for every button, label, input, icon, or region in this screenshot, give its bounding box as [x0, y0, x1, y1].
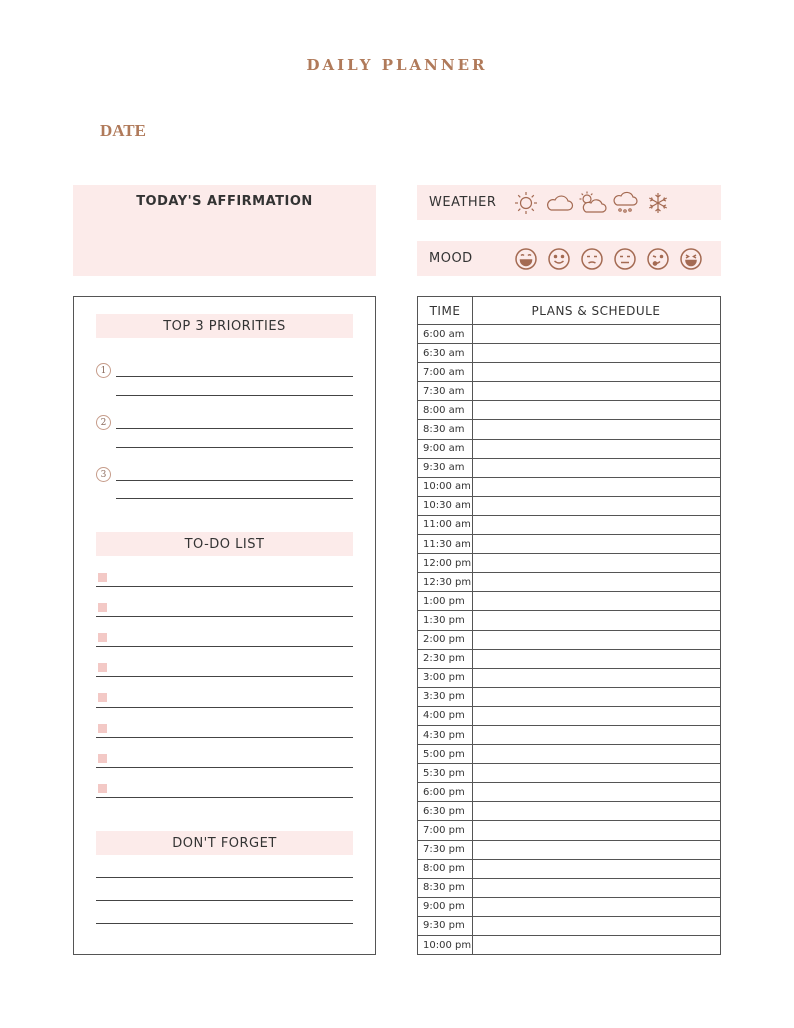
todo-checkbox[interactable]: [98, 693, 107, 702]
schedule-row[interactable]: [418, 420, 720, 439]
time-slot-label: 2:00 pm: [423, 634, 465, 646]
left-panel: [73, 296, 376, 955]
sun-icon[interactable]: [509, 189, 542, 217]
weather-label: WEATHER: [429, 195, 497, 210]
time-slot-label: 6:30 am: [423, 347, 465, 359]
time-slot-label: 1:30 pm: [423, 614, 465, 626]
time-slot-label: 12:00 pm: [423, 557, 472, 569]
schedule-row[interactable]: [418, 745, 720, 764]
schedule-row[interactable]: [418, 497, 720, 516]
time-slot-label: 9:00 am: [423, 443, 465, 455]
schedule-row[interactable]: [418, 611, 720, 630]
schedule-row[interactable]: [418, 459, 720, 478]
priority-line[interactable]: [116, 447, 353, 448]
schedule-row[interactable]: [418, 650, 720, 669]
time-slot-label: 4:30 pm: [423, 729, 465, 741]
time-slot-label: 10:30 am: [423, 500, 471, 512]
todo-line[interactable]: [96, 646, 353, 647]
affirmation-label: TODAY'S AFFIRMATION: [136, 194, 313, 209]
schedule-row[interactable]: [418, 401, 720, 420]
todo-line[interactable]: [96, 737, 353, 738]
time-slot-label: 9:00 pm: [423, 901, 465, 913]
todo-line[interactable]: [96, 586, 353, 587]
time-slot-label: 4:00 pm: [423, 710, 465, 722]
time-slot-label: 7:30 pm: [423, 844, 465, 856]
time-slot-label: 2:30 pm: [423, 653, 465, 665]
schedule-row[interactable]: [418, 917, 720, 936]
date-label: DATE: [100, 121, 146, 140]
dont-forget-line[interactable]: [96, 900, 353, 901]
time-slot-label: 7:00 pm: [423, 824, 465, 836]
mood-label: MOOD: [429, 251, 473, 266]
time-slot-label: 9:30 pm: [423, 920, 465, 932]
todo-line[interactable]: [96, 797, 353, 798]
schedule-rows: [418, 325, 720, 955]
schedule-row[interactable]: [418, 554, 720, 573]
todo-checkbox[interactable]: [98, 633, 107, 642]
time-column-header: TIME: [429, 303, 461, 318]
time-slot-label: 3:30 pm: [423, 691, 465, 703]
priority-line[interactable]: [116, 395, 353, 396]
schedule-row[interactable]: [418, 631, 720, 650]
laughing-face-icon[interactable]: [674, 245, 707, 273]
schedule-table: [417, 296, 721, 955]
snowflake-icon[interactable]: [641, 189, 674, 217]
time-slot-label: 11:00 am: [423, 519, 471, 531]
todo-checkbox[interactable]: [98, 663, 107, 672]
schedule-row[interactable]: [418, 688, 720, 707]
schedule-row[interactable]: [418, 821, 720, 840]
priority-line[interactable]: [116, 428, 353, 429]
time-slot-label: 7:30 am: [423, 385, 465, 397]
schedule-row[interactable]: [418, 783, 720, 802]
mood-strip: [417, 241, 721, 276]
todo-checkbox[interactable]: [98, 754, 107, 763]
priority-number: 2: [96, 415, 111, 430]
time-slot-label: 10:00 pm: [423, 940, 472, 952]
dont-forget-line[interactable]: [96, 923, 353, 924]
cloud-icon[interactable]: [542, 189, 575, 217]
schedule-row[interactable]: [418, 669, 720, 688]
page-title: DAILY PLANNER: [306, 56, 488, 74]
schedule-row[interactable]: [418, 898, 720, 917]
time-slot-label: 5:30 pm: [423, 767, 465, 779]
time-slot-label: 12:30 pm: [423, 576, 472, 588]
priority-line[interactable]: [116, 480, 353, 481]
schedule-row[interactable]: [418, 879, 720, 898]
todo-checkbox[interactable]: [98, 784, 107, 793]
priority-line[interactable]: [116, 376, 353, 377]
schedule-row[interactable]: [418, 764, 720, 783]
schedule-row[interactable]: [418, 325, 720, 344]
dont-forget-header: DON'T FORGET: [96, 831, 353, 855]
schedule-row[interactable]: [418, 936, 720, 955]
priority-line[interactable]: [116, 498, 353, 499]
affirmation-box[interactable]: [73, 185, 376, 276]
todo-header: TO-DO LIST: [96, 532, 353, 556]
neutral-face-icon[interactable]: [575, 245, 608, 273]
flat-face-icon[interactable]: [608, 245, 641, 273]
winking-face-icon[interactable]: [641, 245, 674, 273]
weather-strip: [417, 185, 721, 220]
todo-line[interactable]: [96, 616, 353, 617]
time-slot-label: 1:00 pm: [423, 595, 465, 607]
schedule-row[interactable]: [418, 535, 720, 554]
time-slot-label: 8:00 am: [423, 404, 465, 416]
todo-checkbox[interactable]: [98, 573, 107, 582]
dont-forget-line[interactable]: [96, 877, 353, 878]
partly-cloudy-icon[interactable]: [575, 189, 608, 217]
schedule-row[interactable]: [418, 841, 720, 860]
todo-line[interactable]: [96, 767, 353, 768]
time-slot-label: 8:30 am: [423, 424, 465, 436]
todo-line[interactable]: [96, 707, 353, 708]
time-slot-label: 8:00 pm: [423, 863, 465, 875]
todo-checkbox[interactable]: [98, 603, 107, 612]
time-slot-label: 6:00 am: [423, 328, 465, 340]
schedule-row[interactable]: [418, 344, 720, 363]
schedule-row[interactable]: [418, 440, 720, 459]
smiling-face-icon[interactable]: [542, 245, 575, 273]
schedule-row[interactable]: [418, 707, 720, 726]
schedule-row[interactable]: [418, 726, 720, 745]
time-slot-label: 5:00 pm: [423, 748, 465, 760]
plans-column-header: PLANS & SCHEDULE: [531, 303, 661, 318]
grinning-face-icon[interactable]: [509, 245, 542, 273]
schedule-row[interactable]: [418, 802, 720, 821]
priority-number: 3: [96, 467, 111, 482]
schedule-row[interactable]: [418, 592, 720, 611]
time-slot-label: 11:30 am: [423, 538, 471, 550]
time-slot-label: 6:30 pm: [423, 805, 465, 817]
todo-checkbox[interactable]: [98, 724, 107, 733]
time-slot-label: 10:00 am: [423, 481, 471, 493]
schedule-row[interactable]: [418, 478, 720, 497]
time-slot-label: 6:00 pm: [423, 786, 465, 798]
schedule-row[interactable]: [418, 363, 720, 382]
schedule-row[interactable]: [418, 573, 720, 592]
time-slot-label: 7:00 am: [423, 366, 465, 378]
time-slot-label: 8:30 pm: [423, 882, 465, 894]
time-slot-label: 9:30 am: [423, 462, 465, 474]
schedule-row[interactable]: [418, 860, 720, 879]
todo-line[interactable]: [96, 676, 353, 677]
time-slot-label: 3:00 pm: [423, 672, 465, 684]
schedule-row[interactable]: [418, 516, 720, 535]
schedule-header-row: [418, 297, 720, 325]
priority-number: 1: [96, 363, 111, 378]
schedule-row[interactable]: [418, 382, 720, 401]
priorities-header: TOP 3 PRIORITIES: [96, 314, 353, 338]
rain-cloud-icon[interactable]: [608, 189, 641, 217]
